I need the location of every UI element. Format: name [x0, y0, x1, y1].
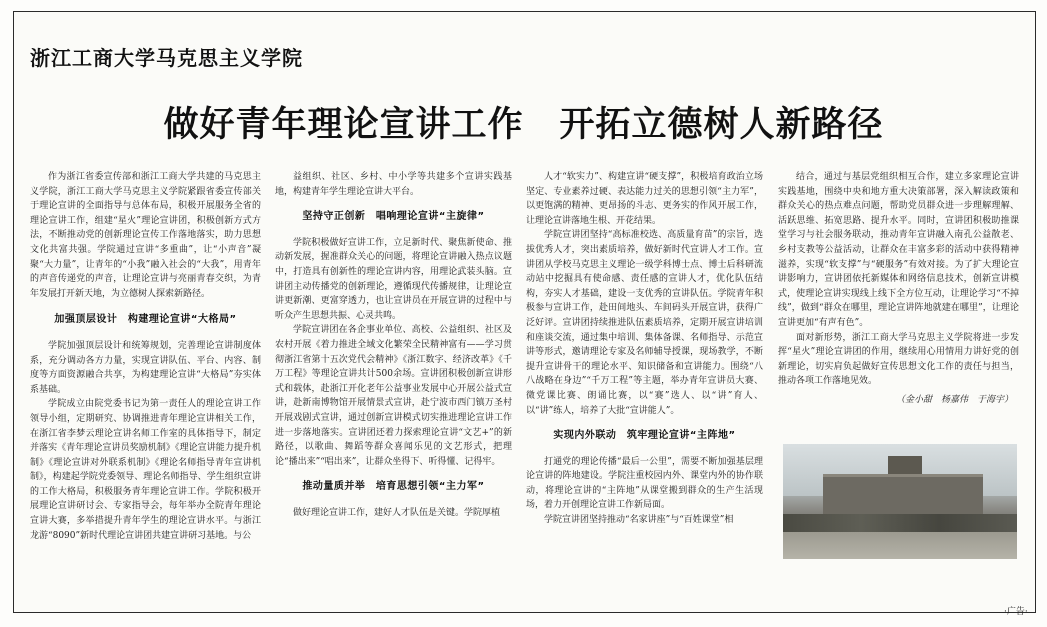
paragraph: 人才“软实力”、构建宣讲“硬支撑”，积极培育政治立场坚定、专业素养过硬、表达能力过关的思想引领“主力军”，以更饱满的精神、更昂扬的斗志、更务实的作风开展工作，让理论宣讲落地生根、开花结果。 — [526, 172, 763, 226]
institution-heading: 浙江工商大学马克思主义学院 — [30, 46, 303, 70]
section-heading: 推动量质并举 培育思想引领“主力军” — [302, 481, 485, 493]
article-column-3 — [526, 170, 763, 595]
paragraph: 结合，通过与基层党组织相互合作，建立多家理论宣讲实践基地，围绕中央和地方重大决策部署，深入解读政策和群众关心的热点难点问题，帮助党员群众进一步理解理解、活跃思维、拓宽思路、提升水平。同时，宣讲团积极助推课堂学习与社会服务联动，推动青年宣讲融入南孔公益散老、乡村支教等公益活动，让群众在丰富多彩的活动中获得精神滋养，实现“软支撑”与“硬服务”有效对接。为了扩大理论宣讲影响力，宣讲团依托新媒体和网络信息技术，创新宣讲模式，使理论宣讲实现线上线下全方位互动，让理论学习“不掉线”，做到“群众在哪里，理论宣讲阵地就建在哪里”，让理论宣讲更加“有声有色”。 — [778, 172, 1019, 328]
paragraph: 学院宣讲团坚持“高标准校选、高质量育苗”的宗旨，选拔优秀人才，突出素质培养，做好新时代宣讲人才工作。宣讲团从学校马克思主义理论一级学科博士点、博士后科研流动站中挖掘具有使命感、责任感的宣讲人才，优化队伍结构，夯实人才基础，建设一支优秀的宣讲队伍。学院青年积极参与宣讲工作，赴田间地头、车间码头开展宣讲，获得广泛好评。宣讲团持续推进队伍素质培养，定期开展宣讲培训和座谈交流，通过集中培训、集体备课、名师指导、示范宣讲等形式，邀请理论专家及名师辅导授课，现场教学，不断提升宣讲骨干的理论水平、知识储备和宣讲能力。围绕“八八战略在身边”“千万工程”等主题，举办青年宣讲员大赛、微党课比赛、朗诵比赛，以“赛”选人、以“讲”育人、以“讲”练人，培养了大批“宣讲能人”。 — [526, 230, 763, 416]
section-heading: 加强顶层设计 构建理论宣讲“大格局” — [54, 314, 237, 326]
paragraph: 面对新形势，浙江工商大学马克思主义学院将进一步发挥“星火”理论宣讲团的作用，继续用心用情用力讲好党的创新理论，切实肩负起做好宣传思想文化工作的责任与担当，推动各项工作落地见效。 — [778, 332, 1019, 387]
section-heading: 坚持守正创新 唱响理论宣讲“主旋律” — [302, 211, 485, 223]
author-byline: （金小甜 杨嘉伟 于海宇） — [895, 394, 1013, 405]
paragraph: 学院积极做好宣讲工作，立足新时代、聚焦新使命、推动新发展，握准群众关心的问题，将理论宣讲融入热点议题中，打造具有创新性的理论宣讲内容，用理论武装头脑。宣讲团主动传播党的创新理论，遵循现代传播规律，让理论宣讲更新潮、更富穿透力，也让宣讲员在开展宣讲的过程中与听众产生思想共振、心灵共鸣。 — [275, 237, 512, 321]
paragraph: 学院宣讲团坚持推动“名家讲座”与“百姓课堂”相 — [544, 515, 734, 526]
paragraph: 做好理论宣讲工作，建好人才队伍是关键。学院厚植 — [293, 507, 501, 518]
paragraph: 打通党的理论传播“最后一公里”，需要不断加强基层理论宣讲的阵地建设。学院注重校园内外、课堂内外的协作联动，将理论宣讲的“主阵地”从课堂搬到群众的生产生活现场，着力开创理论宣讲工作新局面。 — [526, 456, 763, 511]
article-headline: 做好青年理论宣讲工作 开拓立德树人新路径 — [163, 104, 884, 145]
campus-building-photo — [783, 444, 1017, 559]
paragraph: 学院成立由院党委书记为第一责任人的理论宣讲工作领导小组，定期研究、协调推进青年理论宣讲相关工作，在浙江省李梦云理论宣讲名师工作室的具体指导下，制定并落实《青年理论宣讲员奖励机制》《理论宣讲能力提升机制》《理论宣讲对外联系机制》《理论名师指导青年宣讲机制》，构建起学院党委领导、理论名师指导、学生组织宣讲的工作大格局，积极服务青年理论宣讲工作。学院积极开展理论宣讲研讨会、专家指导会，每年举办全院青年理论宣讲大赛，多举措提升青年学生的理论宣讲水平。与浙江龙游“8090”新时代理论宣讲团共建宣讲研习基地。与公 — [30, 399, 261, 541]
section-heading: 实现内外联动 筑牢理论宣讲“主阵地” — [553, 430, 736, 442]
paragraph: 益组织、社区、乡村、中小学等共建多个宣讲实践基地，构建青年学生理论宣讲大平台。 — [275, 172, 512, 197]
paragraph: 学院加强顶层设计和统筹规划，完善理论宣讲制度体系，充分调动各方力量，实现宣讲队伍、平台、内容、制度等方面资源融合共享，为构建理论宣讲“大格局”夯实体系基础。 — [30, 340, 261, 395]
article-column-1 — [30, 170, 261, 595]
photo-trees — [783, 514, 1017, 534]
paragraph: 学院宣讲团在各企事业单位、高校、公益组织、社区及农村开展《着力推进全域文化繁荣全民精神富有——学习贯彻浙江省第十五次党代会精神》《浙江数字、经济改革》《千万工程》等理论宣讲共计500余场。宣讲团积极创新宣讲形式和载体，赴浙江开化老年公益事业发展中心开展公益式宣讲，赴新南博物馆开展情景式宣讲，赴宁波市西门镇万圣村开展戏剧式宣讲，通过创新宣讲模式切实推进理论宣讲工作进一步落地落实。宣讲团还着力探索理论宣讲“文艺+”的新路径，以歌曲、舞蹈等群众喜闻乐见的文艺形式，把理论“播出来”“唱出来”，让群众坐得下、听得懂、记得牢。 — [275, 325, 512, 467]
advertisement-mark: ·广告· — [1004, 607, 1028, 617]
paragraph: 作为浙江省委宣传部和浙江工商大学共建的马克思主义学院，浙江工商大学马克思主义学院紧跟省委宣传部关于理论宣讲的全面指导与总体布局，积极开展服务全省的理论宣讲工作，组建“星火”理论宣讲团，积极创新方式方法，不断推动党的创新理论宣传工作落地落实，助力思想文化共富共强。学院通过宣讲“多重曲”，让“小声音”凝聚“大力量”，让青年的“小我”融入社会的“大我”，用青年的声音传递党的声音，让理论宣讲与亮丽青春交织，为青年发展打开新天地，为立德树人探索新路径。 — [30, 172, 261, 299]
photo-lawn — [783, 532, 1017, 559]
article-column-2 — [275, 170, 512, 595]
